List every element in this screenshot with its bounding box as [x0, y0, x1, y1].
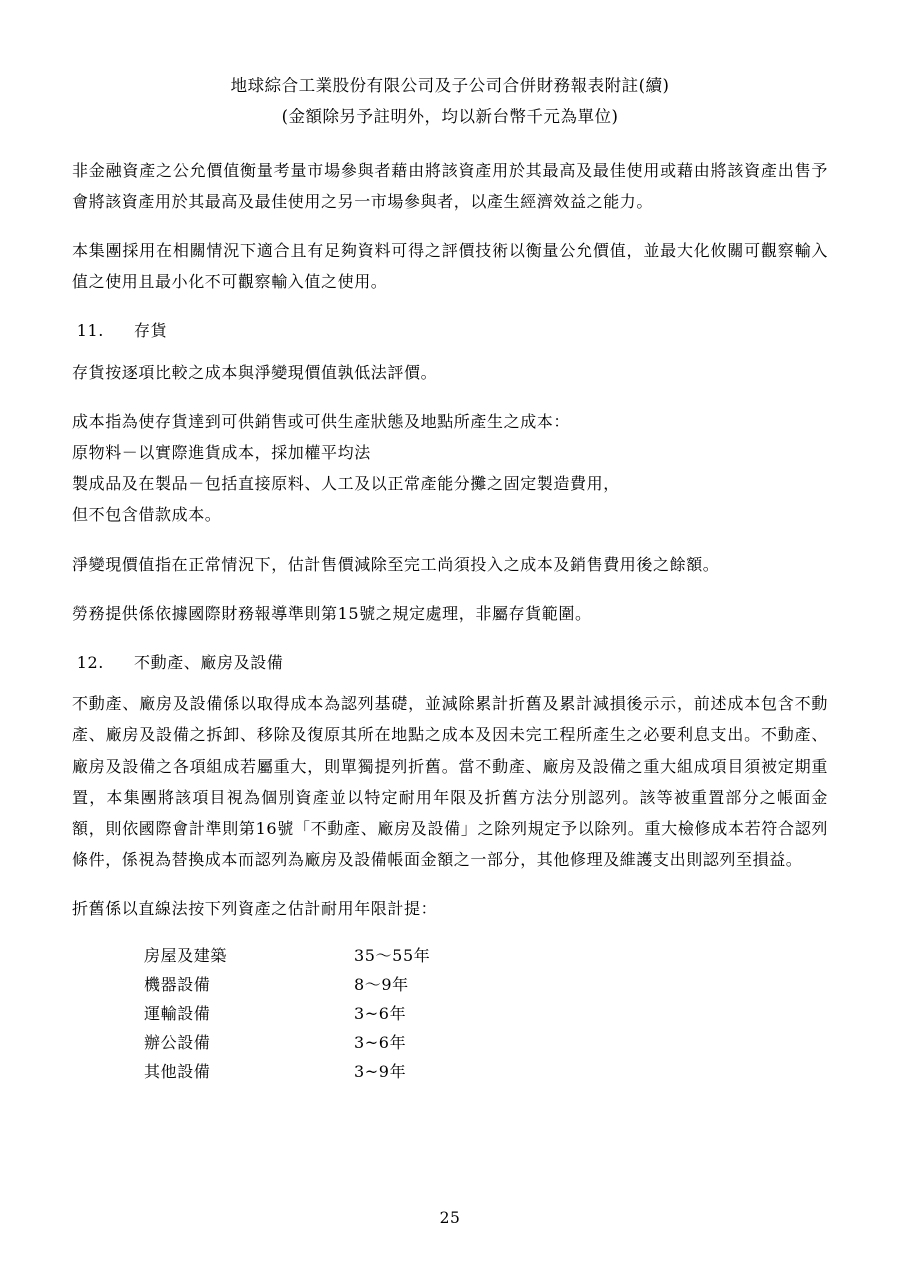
- section-title: 不動產、廠房及設備: [134, 652, 284, 672]
- asset-name: 辦公設備: [144, 1032, 211, 1052]
- section-ppe: [72, 647, 828, 1086]
- ppe-depreciation-paragraph: 折舊係以直線法按下列資產之估計耐用年限計提：: [72, 899, 438, 919]
- section-number: 11.: [76, 321, 104, 341]
- section-heading-ppe: [72, 647, 828, 678]
- section-title: 存貨: [134, 321, 168, 341]
- service-revenue-paragraph: 勞務提供係依據國際財務報導準則第15號之規定處理，非屬存貨範圍。: [72, 603, 592, 623]
- asset-useful-life: 3~6年: [354, 1032, 407, 1052]
- inventory-cost-lines: [72, 406, 828, 531]
- asset-useful-life: 35～55年: [354, 946, 431, 966]
- table-row: [144, 942, 554, 971]
- inventory-cost-line: 但不包含借款成本。: [72, 505, 222, 525]
- asset-name: 機器設備: [144, 975, 211, 995]
- table-row: [144, 1058, 554, 1087]
- asset-useful-life: 3~6年: [354, 1004, 407, 1024]
- asset-useful-life: 3~9年: [354, 1061, 407, 1081]
- asset-name: 運輸設備: [144, 1004, 211, 1024]
- table-row: [144, 1029, 554, 1058]
- inventory-cost-line: 成本指為使存貨達到可供銷售或可供生產狀態及地點所產生之成本：: [72, 411, 571, 431]
- ppe-recognition-paragraph: 不動產、廠房及設備係以取得成本為認列基礎，並減除累計折舊及累計減損後示示，前述成本包含不動產、廠房及設備之拆卸、移除及復原其所在地點之成本及因未完工程所產生之必要利息支出。不動產、廠房及設備之各項組成若屬重大，則單獨提列折舊。當不動產、廠房及設備之重大組成項目須被定期重置，本集團將該項目視為個別資產並以特定耐用年限及折舊方法分別認列。該等被重置部分之帳面金額，則依國際會計準則第16號「不動產、廠房及設備」之除列規定予以除列。重大檢修成本若符合認列條件，係視為替換成本而認列為廠房及設備帳面金額之一部分，其他修理及維護支出則認列至損益。: [72, 694, 828, 870]
- inventory-cost-line: 製成品及在製品－包括直接原料、人工及以正常產能分攤之固定製造費用，: [72, 474, 620, 494]
- inventory-cost-line: 原物料－以實際進貨成本，採加權平均法: [72, 443, 371, 462]
- header-title-line-1: 地球綜合工業股份有限公司及子公司合併財務報表附註(續): [230, 76, 670, 95]
- net-realizable-value-paragraph: 淨變現價值指在正常情況下，估計售價減除至完工尚須投入之成本及銷售費用後之餘額。: [72, 554, 720, 574]
- page-number: 25: [439, 1209, 461, 1227]
- document-header: [72, 70, 828, 133]
- asset-name: 其他設備: [144, 1061, 211, 1081]
- document-body: [72, 155, 828, 1087]
- section-inventory: [72, 315, 828, 629]
- table-row: [144, 971, 554, 1000]
- section-number: 12.: [76, 652, 104, 672]
- asset-useful-life: 8～9年: [354, 975, 409, 995]
- useful-life-table: [144, 942, 554, 1086]
- header-title-line-2: (金額除另予註明外，均以新台幣千元為單位): [281, 107, 619, 127]
- table-row: [144, 1000, 554, 1029]
- section-heading-inventory: [72, 315, 828, 346]
- paragraph-fair-value-2: 本集團採用在相關情況下適合且有足夠資料可得之評價技術以衡量公允價值，並最大化攸關可觀察輸入值之使用且最小化不可觀察輸入值之使用。: [72, 241, 828, 292]
- inventory-valuation-paragraph: 存貨按逐項比較之成本與淨變現價值孰低法評價。: [72, 362, 438, 382]
- asset-name: 房屋及建築: [144, 946, 228, 966]
- paragraph-fair-value-1: 非金融資產之公允價值衡量考量市場參與者藉由將該資產用於其最高及最佳使用或藉由將該資產出售予會將該資產用於其最高及最佳使用之另一市場參與者，以產生經濟效益之能力。: [72, 160, 828, 211]
